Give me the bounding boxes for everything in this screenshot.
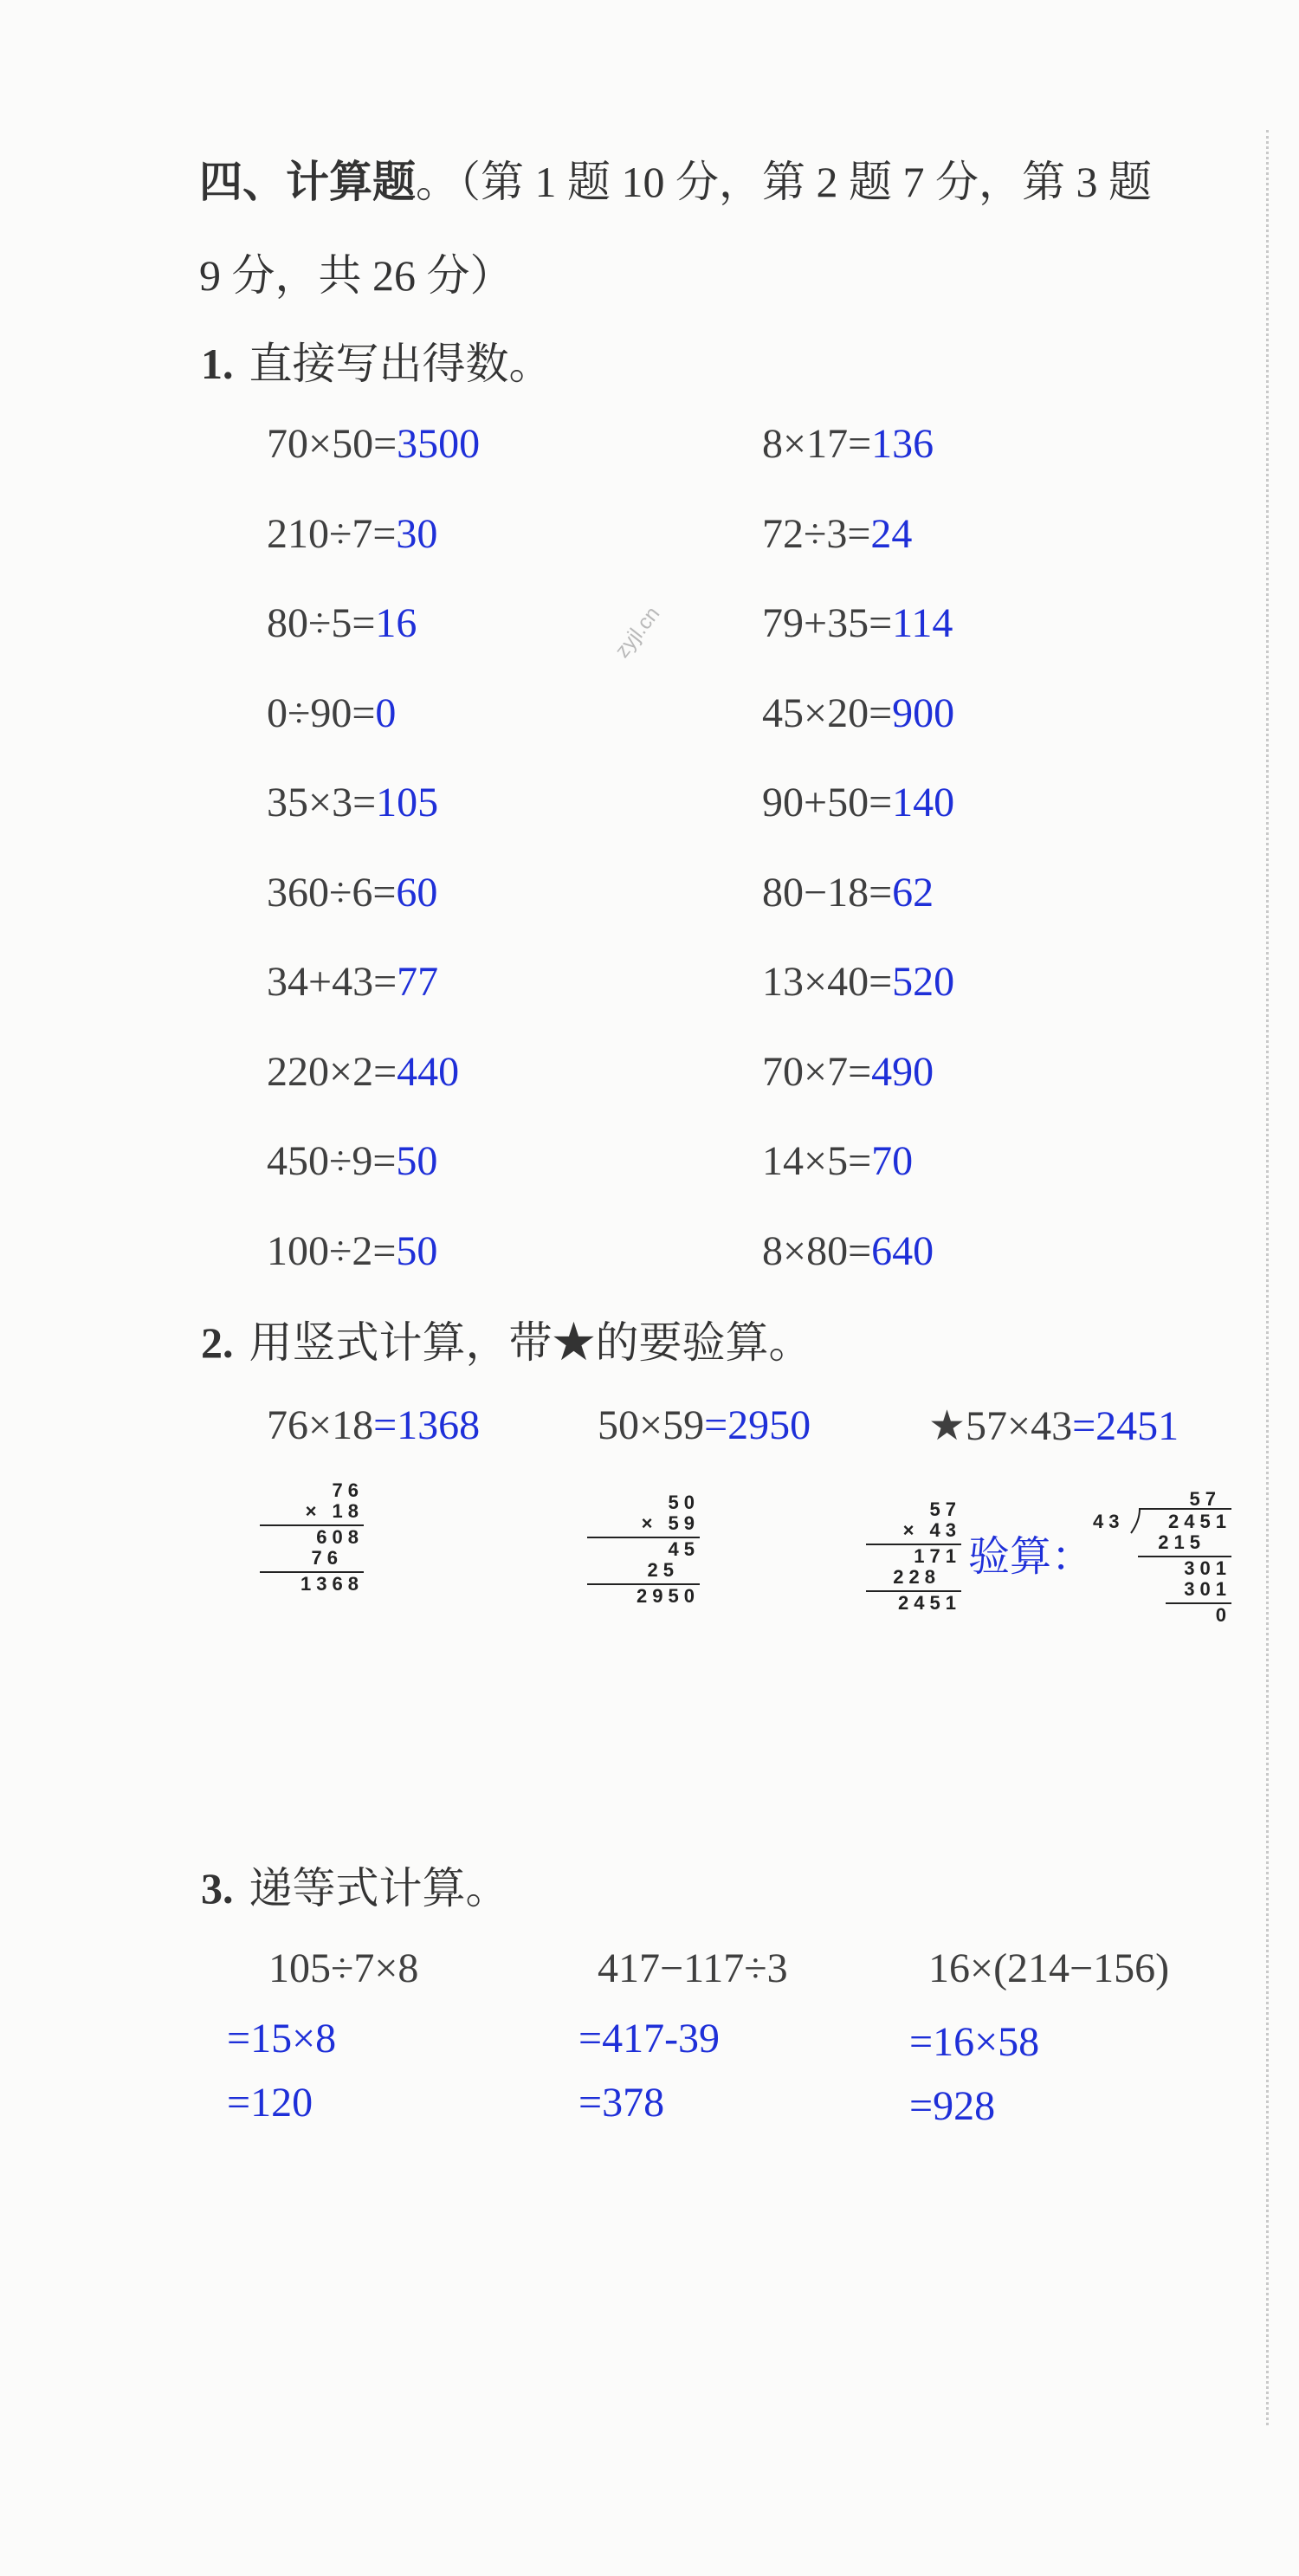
- q2-problem-2-expr: 50×59: [598, 1402, 705, 1448]
- q1-left-row: [267, 1227, 437, 1275]
- q1-expression: 14×5=: [762, 1138, 872, 1184]
- q1-answer: 105: [376, 780, 439, 825]
- q1-right-row: [762, 869, 934, 916]
- work1-multiplier: × 18: [305, 1500, 364, 1522]
- q1-answer: 440: [397, 1048, 460, 1095]
- q1-answer: 24: [870, 510, 913, 557]
- work1-result: 1368: [301, 1573, 364, 1595]
- q1-answer: 62: [892, 869, 934, 916]
- q1-answer: 520: [892, 959, 955, 1005]
- q1-right-row: [762, 779, 954, 826]
- q1-expression: 8×17=: [762, 421, 872, 467]
- q3-number: 3.: [201, 1864, 234, 1913]
- q2-title: [201, 1308, 812, 1370]
- work1-multiplicand: 76: [332, 1479, 364, 1501]
- q2-vertical-work-3: [866, 1498, 961, 1620]
- q1-title-text: 直接写出得数。: [249, 340, 553, 388]
- q1-title: [201, 329, 553, 392]
- page-edge-dotted-rule: [1266, 130, 1269, 2425]
- q1-number: 1.: [201, 340, 234, 388]
- section-note: 。（第 1 题 10 分，第 2 题 7 分，第 3 题: [416, 158, 1152, 206]
- q1-expression: 80÷5=: [267, 600, 376, 646]
- q2-problem-3: [928, 1401, 1179, 1450]
- q2-problem-1-expr: 76×18: [267, 1402, 374, 1448]
- work2-result: 2950: [637, 1585, 700, 1607]
- q1-answer: 16: [375, 600, 417, 646]
- q3-problem-2-step2: =378: [578, 2080, 665, 2126]
- q1-left-row: [267, 1048, 459, 1096]
- q1-answer: 50: [396, 1138, 438, 1184]
- q3-problem-3-step1: =16×58: [909, 2019, 1040, 2065]
- q2-problem-3-expr: ★57×43: [928, 1403, 1073, 1449]
- q3-title-text: 递等式计算。: [249, 1864, 509, 1913]
- check-quotient: 57: [1189, 1488, 1221, 1510]
- q2-problem-3-answer: =2451: [1072, 1403, 1179, 1449]
- q1-left-row: [267, 420, 480, 468]
- q1-answer: 0: [375, 689, 397, 736]
- q3-problem-1-step1: =15×8: [227, 2016, 337, 2061]
- q2-problem-2: [598, 1401, 811, 1449]
- q1-expression: 100÷2=: [267, 1227, 397, 1274]
- q1-answer: 3500: [397, 421, 481, 467]
- check-subtract-1: 215: [1158, 1531, 1205, 1553]
- work3-multiplier: × 43: [902, 1519, 961, 1541]
- q2-title-text: 用竖式计算，带★的要验算。: [249, 1318, 812, 1367]
- q1-expression: 210÷7=: [267, 510, 397, 557]
- q1-right-row: [762, 1227, 934, 1275]
- q1-expression: 8×80=: [762, 1227, 872, 1274]
- watermark: zyjl.cn: [611, 602, 665, 663]
- q1-expression: 360÷6=: [267, 869, 397, 916]
- q1-expression: 72÷3=: [762, 510, 871, 557]
- q2-problem-1-answer: =1368: [373, 1402, 481, 1448]
- q1-right-row: [762, 689, 954, 737]
- q2-number: 2.: [201, 1318, 234, 1367]
- work3-multiplicand: 57: [929, 1498, 961, 1520]
- q1-answer: 30: [396, 510, 438, 557]
- work2-multiplicand: 50: [668, 1492, 700, 1513]
- q1-right-row: [762, 510, 912, 558]
- work1-partial-2: 76: [311, 1547, 343, 1569]
- q2-problem-2-answer: =2950: [704, 1402, 811, 1448]
- q3-problem-3-step2: =928: [909, 2083, 996, 2129]
- check-subtract-2: 301: [1184, 1578, 1231, 1600]
- q1-left-row: [267, 779, 438, 826]
- q1-left-row: [267, 599, 417, 647]
- q1-expression: 35×3=: [267, 780, 377, 825]
- q1-expression: 90+50=: [762, 780, 893, 825]
- q1-left-row: [267, 1137, 437, 1185]
- work3-result: 2451: [898, 1592, 961, 1614]
- q2-division-check: [1093, 1488, 1231, 1626]
- q1-expression: 34+43=: [267, 959, 397, 1005]
- q1-answer: 900: [892, 689, 955, 736]
- work1-partial-1: 608: [316, 1526, 364, 1548]
- q1-expression: 0÷90=: [267, 689, 376, 736]
- q3-problem-2-step1: =417-39: [578, 2016, 721, 2061]
- q1-right-row: [762, 420, 934, 468]
- q1-right-row: [762, 1048, 934, 1096]
- q1-left-row: [267, 510, 437, 558]
- q1-answer: 77: [397, 959, 439, 1005]
- q1-expression: 13×40=: [762, 959, 893, 1005]
- q2-check-label: 验算：: [968, 1534, 1094, 1580]
- check-divisor: 43: [1093, 1511, 1125, 1532]
- q1-answer: 60: [396, 869, 438, 916]
- q1-expression: 45×20=: [762, 689, 893, 736]
- q1-right-row: [762, 1137, 913, 1185]
- work3-partial-2: 228: [893, 1566, 940, 1588]
- q2-vertical-work-2: [587, 1492, 700, 1613]
- q1-answer: 70: [871, 1138, 914, 1184]
- check-remainder-1: 301: [1184, 1557, 1231, 1579]
- q1-answer: 114: [892, 600, 953, 646]
- work3-partial-1: 171: [914, 1545, 961, 1567]
- q3-problem-1-expr: 105÷7×8: [268, 1945, 419, 1991]
- q1-expression: 70×50=: [267, 421, 397, 467]
- q1-left-row: [267, 958, 438, 1006]
- section-title: 四、计算题: [199, 158, 416, 206]
- q3-problem-1-step2: =120: [227, 2080, 313, 2126]
- q1-left-row: [267, 689, 396, 737]
- q1-answer: 140: [892, 780, 955, 825]
- work2-partial-1: 45: [668, 1538, 700, 1560]
- q1-right-row: [762, 599, 953, 647]
- section-note-line2: 9 分，共 26 分）: [199, 251, 514, 300]
- q1-expression: 80−18=: [762, 869, 893, 916]
- q3-title: [201, 1854, 509, 1916]
- q1-answer: 490: [871, 1048, 934, 1095]
- q1-answer: 50: [396, 1227, 438, 1274]
- q1-left-row: [267, 869, 437, 916]
- q3-problem-2-expr: 417−117÷3: [598, 1945, 788, 1991]
- q3-problem-3-expr: 16×(214−156): [928, 1945, 1170, 1991]
- q1-expression: 70×7=: [762, 1048, 872, 1095]
- q1-expression: 79+35=: [762, 600, 893, 646]
- q1-right-row: [762, 958, 954, 1006]
- check-remainder-final: 0: [1215, 1604, 1231, 1626]
- q1-expression: 220×2=: [267, 1048, 397, 1095]
- q1-answer: 640: [871, 1227, 934, 1274]
- q2-vertical-work-1: [260, 1479, 364, 1601]
- q2-problem-1: [267, 1401, 480, 1449]
- q1-answer: 136: [871, 421, 934, 467]
- work2-partial-2: 25: [647, 1559, 679, 1581]
- check-dividend: 2451: [1168, 1511, 1231, 1532]
- work2-multiplier: × 59: [641, 1512, 700, 1534]
- q1-expression: 450÷9=: [267, 1138, 397, 1184]
- section-heading: [199, 147, 1152, 210]
